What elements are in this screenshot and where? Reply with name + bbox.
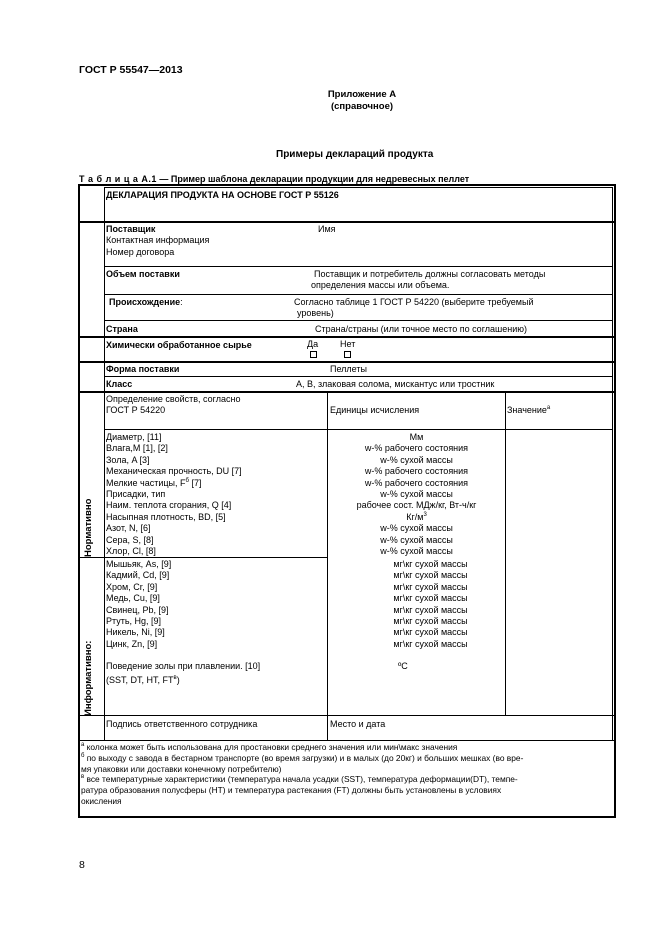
property-unit-density [328,512,505,523]
origin-label: Происхождение [109,297,181,307]
class-value: A, B, злаковая солома, мискантус или тростник [296,379,495,389]
props-header-line-2: ГОСТ Р 54220 [106,405,166,416]
signature-label: Подпись ответственного сотрудника [106,719,258,729]
appendix-subtitle: (справочное) [330,101,394,112]
footnote-text: по выходу с завода в бестарном транспорте (во время загрузки) и в малых (до 20кг) и больших мешках (во вре- [84,752,524,763]
chem-yes-label: Да [307,339,319,349]
property-unit: рабочее сост. МДж/кг, Вт-ч/кг [356,500,477,511]
property-unit: w-% рабочего состояния [364,477,469,488]
footnote-mark: б [81,753,85,759]
standard-header: ГОСТ Р 55547—2013 [79,64,183,76]
property-unit: w-% рабочего состояния [364,443,469,454]
property-name: Зола, A [3] [106,454,150,465]
property-unit: w-% сухой массы [380,523,453,534]
appendix-title: Приложение А [327,89,397,100]
footnote-b [81,753,611,764]
normative-side-label: Нормативно [83,498,94,557]
footnotes [81,742,611,807]
property-name: Никель, Ni, [9] [106,627,165,638]
property-unit: мг\кг сухой массы [393,616,468,627]
property-unit: мг\кг сухой массы [393,627,468,638]
footnote-mark: б [185,477,189,484]
footnote-a [81,742,611,753]
form-label: Форма поставки [106,364,180,374]
property-unit: w-% сухой массы [380,534,453,545]
property-name: Азот, N, [6] [106,523,151,534]
volume-value-line-1: Поставщик и потребитель должны согласовать методы [314,269,546,279]
property-name: Медь, Cu, [9] [106,593,160,604]
units-header: Единицы исчисления [330,405,420,415]
value-header-sup: а [546,405,551,411]
class-label: Класс [106,379,133,389]
property-unit: мг\кг сухой массы [393,559,468,569]
property-unit: w-% сухой массы [380,546,453,557]
chem-no-checkbox[interactable] [344,350,351,360]
contact-label: Контактная информация [106,235,210,246]
property-unit: мг\кг сухой массы [393,604,468,615]
origin-value [294,297,533,320]
property-name: Хлор, Cl, [8] [106,546,156,557]
property-name: Цинк, Zn, [9] [106,638,158,649]
footnote-b-cont: мя упаковки или доставки конечному потребителю) [81,763,282,774]
property-name: Влага,M [1], [2] [106,443,168,454]
property-name: Механическая прочность, DU [7] [106,466,242,477]
volume-value [311,269,546,292]
normative-units [328,432,505,557]
chem-label: Химически обработанное сырье [106,340,252,350]
table-caption [79,174,469,184]
origin-value-line-1: Согласно таблице 1 ГОСТ Р 54220 (выберите требуемый [294,297,534,307]
supplier-label: Поставщик [106,224,156,234]
ash-melt-line-2: (SST, DT, HT, FT [106,675,174,686]
property-name: Присадки, тип [106,489,166,500]
property-name: Наим. теплота сгорания, Q [4] [106,500,232,511]
chem-no-label: Нет [340,339,356,349]
property-unit: мг\кг сухой массы [393,570,468,581]
footnote-c [81,774,611,785]
ash-melt [106,661,260,687]
property-unit: w-% сухой массы [380,489,453,500]
property-name: Диаметр, [11] [106,432,162,442]
informative-units [328,559,533,650]
supplier-name-label: Имя [318,224,336,234]
property-name-fines [106,478,242,489]
property-unit: Кг/м [406,511,424,522]
property-unit: Мм [409,432,424,442]
props-header-line-1: Определение свойств, согласно [106,394,241,404]
footnote-mark: в [81,774,85,781]
footnote-c-cont-1: ратура образования полусферы (HT) и температура растекания (FT) должны быть установлены в условиях [81,785,502,796]
unit-exponent: 3 [423,511,427,518]
ash-melt-tail: ) [176,675,180,686]
table-caption-prefix: Т а б л и ц а А.1 [79,174,157,184]
section-title: Примеры деклараций продукта [276,149,434,160]
origin-label-wrap [109,297,183,307]
country-value: Страна/страны (или точное место по соглашению) [315,324,528,334]
declaration-title: ДЕКЛАРАЦИЯ ПРОДУКТА НА ОСНОВЕ ГОСТ Р 55126 [106,190,339,200]
page-number: 8 [79,859,85,871]
volume-value-line-2: определения массы или объема. [311,280,450,291]
footnote-text: все температурные характеристики (температура начала усадки (SST), температура деформации(DT), темпе- [84,774,518,785]
supplier-block [106,224,209,258]
contract-label: Номер договора [106,246,175,257]
value-header-text: Значение [507,405,547,415]
chem-yes-checkbox[interactable] [310,350,317,360]
property-name-tail: [7] [188,477,202,488]
property-unit: мг\кг сухой массы [393,593,468,604]
property-name: Мышьяк, As, [9] [106,559,172,569]
origin-colon: : [180,297,183,307]
property-name: Кадмий, Cd, [9] [106,570,170,581]
property-name: Ртуть, Hg, [9] [106,616,162,627]
normative-names [106,432,242,557]
volume-label: Объем поставки [106,269,180,279]
property-unit: w-% сухой массы [380,454,453,465]
footnote-c-cont-2: окисления [81,795,122,806]
value-header [507,405,550,415]
origin-value-line-2: уровень) [297,308,334,319]
ash-melt-line-2-wrap [106,675,260,686]
property-name: Насыпная плотность, BD, [5] [106,511,226,522]
place-date-label: Место и дата [330,719,386,729]
property-name: Сера, S, [8] [106,534,154,545]
table-caption-text: — Пример шаблона декларации продукции для недревесных пеллет [156,174,470,184]
informative-names [106,559,171,650]
property-unit: w-% рабочего состояния [364,466,469,477]
property-name: Мелкие частицы, F [106,477,186,488]
property-name: Свинец, Pb, [9] [106,604,169,615]
form-value: Пеллеты [330,364,367,374]
property-unit: мг\кг сухой массы [393,581,468,592]
property-name: Хром, Cr, [9] [106,581,158,592]
footnote-text: колонка может быть использована для простановки среднего значения или мин\макс значения [84,742,458,752]
country-label: Страна [106,324,138,334]
props-header [106,394,240,417]
ash-melt-line-1: Поведение золы при плавлении. [10] [106,661,261,671]
property-unit: мг\кг сухой массы [393,638,468,649]
ash-melt-unit: ºC [398,661,408,671]
informative-side-label: Информативно: [83,640,94,716]
footnote-mark: в [173,675,177,682]
footnote-mark: а [81,742,85,749]
